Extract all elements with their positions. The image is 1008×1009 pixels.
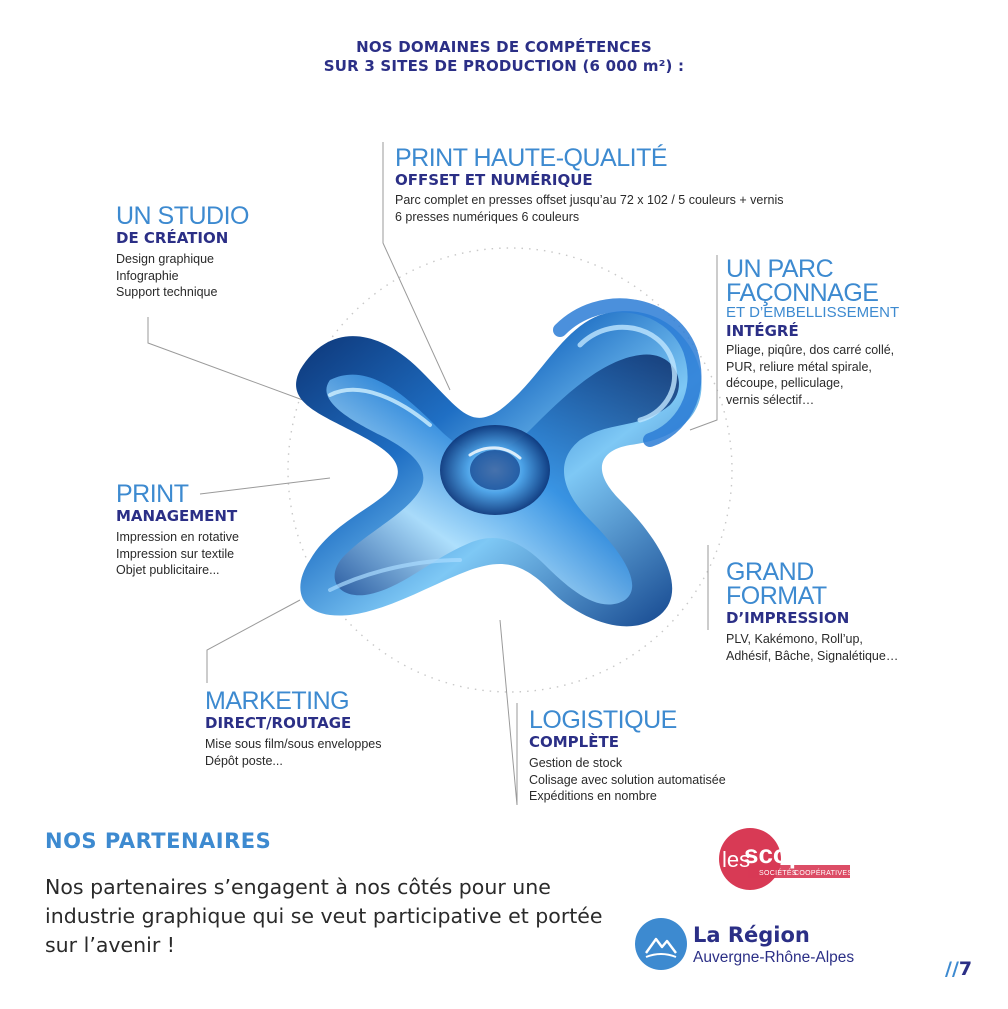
scop-word: scop xyxy=(744,839,805,869)
domain-studio xyxy=(116,204,249,301)
partners-title: NOS PARTENAIRES xyxy=(45,829,272,853)
domain-title-line: GRAND xyxy=(726,558,814,586)
domain-marketing xyxy=(205,689,381,769)
page-slash: // xyxy=(945,958,959,980)
header-line-2: SUR 3 SITES DE PRODUCTION (6 000 m²) : xyxy=(323,57,685,75)
domain-title: UN STUDIO xyxy=(116,202,249,230)
blue-knot-shape xyxy=(296,305,702,626)
domain-detail: vernis sélectif… xyxy=(726,392,815,407)
domain-print-hq xyxy=(395,146,784,225)
domain-subtitle: OFFSET ET NUMÉRIQUE xyxy=(395,171,593,189)
domain-detail: Parc complet en presses offset jusqu’au 72 x 102 / 5 couleurs + vernis xyxy=(395,193,784,207)
domain-detail: Impression en rotative xyxy=(116,530,239,544)
domain-detail: Expéditions en nombre xyxy=(529,789,657,803)
domain-title: MARKETING xyxy=(205,687,350,715)
domain-detail: Support technique xyxy=(116,285,218,299)
page-number xyxy=(945,958,972,980)
domain-detail: découpe, pelliculage, xyxy=(726,376,844,390)
domain-detail: Mise sous film/sous enveloppes xyxy=(205,737,382,751)
domain-detail: 6 presses numériques 6 couleurs xyxy=(395,209,580,224)
domain-detail: Infographie xyxy=(116,268,179,283)
domain-logistique xyxy=(529,708,726,805)
domain-title: PRINT xyxy=(116,480,189,508)
domain-subtitle: D’IMPRESSION xyxy=(726,609,850,627)
domain-print-management xyxy=(116,482,239,579)
domain-subtitle: DE CRÉATION xyxy=(116,229,229,247)
domain-subtitle: DIRECT/ROUTAGE xyxy=(205,714,352,732)
scop-tagline-right: COOPÉRATIVES xyxy=(794,870,853,877)
domain-detail: PLV, Kakémono, Roll’up, xyxy=(726,632,863,646)
page-number-value: 7 xyxy=(958,958,973,980)
scop-tagline-left: SOCIÉTÉS xyxy=(759,870,797,877)
domain-detail: PUR, reliure métal spirale, xyxy=(726,359,872,374)
domain-faconnage xyxy=(726,257,899,408)
scop-logo xyxy=(718,827,853,892)
domain-subtitle: INTÉGRÉ xyxy=(726,322,799,340)
domain-title: LOGISTIQUE xyxy=(529,706,677,734)
domain-title-line: FAÇONNAGE xyxy=(726,279,879,307)
domain-title-line: FORMAT xyxy=(726,582,827,610)
domain-grand-format xyxy=(726,560,898,664)
domain-title: PRINT HAUTE-QUALITÉ xyxy=(395,144,668,172)
domain-detail: Colisage avec solution automatisée xyxy=(529,772,726,787)
region-subtitle: Auvergne-Rhône-Alpes xyxy=(693,949,855,966)
domain-subtitle: COMPLÈTE xyxy=(529,733,619,751)
domain-detail: Pliage, piqûre, dos carré collé, xyxy=(726,343,895,357)
partners-text: Nos partenaires s’engagent à nos côtés pour une industrie graphique qui se veut participative et portée sur l’avenir ! xyxy=(45,875,603,957)
domain-title-line: UN PARC xyxy=(726,255,834,283)
domain-detail: Gestion de stock xyxy=(529,756,623,770)
domain-detail: Design graphique xyxy=(116,252,214,266)
domain-detail: Objet publicitaire... xyxy=(116,563,220,577)
domain-title-line: ET D’EMBELLISSEMENT xyxy=(726,304,900,321)
region-name: La Région xyxy=(693,923,810,947)
header-line-1: NOS DOMAINES DE COMPÉTENCES xyxy=(356,38,652,56)
domain-detail: Impression sur textile xyxy=(116,546,235,561)
domain-detail: Dépôt poste... xyxy=(205,753,283,768)
domain-detail: Adhésif, Bâche, Signalétique… xyxy=(726,648,899,663)
domain-subtitle: MANAGEMENT xyxy=(116,507,238,525)
region-logo-icon xyxy=(634,917,688,971)
scop-les-text: les xyxy=(722,847,751,872)
